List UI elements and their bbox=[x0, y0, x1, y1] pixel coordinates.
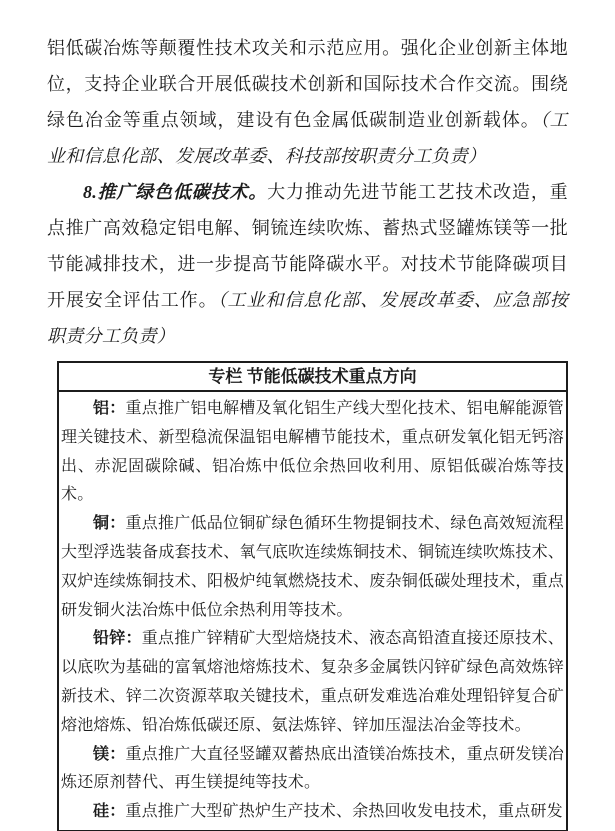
box-item-aluminum bbox=[61, 395, 564, 510]
responsibility-note: （工业和信息化部、发展改革委、应急部按职责分工负责） bbox=[47, 290, 569, 346]
box-item-label: 铝： bbox=[93, 400, 126, 417]
box-item-label: 铅锌： bbox=[93, 630, 142, 648]
box-item-text: 重点推广锌精矿大型焙烧技术、液态高铅渣直接还原技术、以底吹为基础的富氧熔池熔炼技术、复杂多金属铁闪锌矿绿色高效炼锌新技术、锌二次资源萃取关键技术，重点研发难选冶难处理铅锌复合矿熔池熔炼、铅冶炼低碳还原、氨法炼锌、锌加压湿法冶金等技术。 bbox=[61, 630, 564, 734]
box-item-label: 硅： bbox=[93, 803, 126, 821]
paragraph-item-8 bbox=[47, 174, 568, 354]
paragraph-text: 铝低碳冶炼等颠覆性技术攻关和示范应用。强化企业创新主体地位，支持企业联合开展低碳技术创新和国际技术合作交流。围绕绿色冶金等重点领域，建设有色金属低碳制造业创新载体。 bbox=[47, 38, 568, 130]
box-item-silicon bbox=[61, 798, 564, 827]
box-item-text: 重点推广大直径竖罐双蓄热底出渣镁冶炼技术，重点研发镁冶炼还原剂替代、再生镁提纯等技术。 bbox=[61, 745, 565, 792]
responsibility-note: （工业和信息化部、发展改革委、科技部按职责分工负责） bbox=[47, 110, 568, 166]
box-item-copper bbox=[61, 510, 564, 625]
box-item-magnesium bbox=[61, 741, 564, 799]
box-item-text: 重点推广大型矿热炉生产技术、余热回收发电技术，重点研发 bbox=[125, 803, 563, 821]
box-item-lead-zinc bbox=[61, 625, 564, 740]
box-item-text: 重点推广低品位铜矿绿色循环生物提铜技术、绿色高效短流程大型浮选装备成套技术、氧气底吹连续炼铜技术、铜锍连续吹炼技术、双炉连续炼铜技术、阳极炉纯氧燃烧技术、废杂铜低碳处理技术，重点研发铜火法冶炼中低位余热利用等技术。 bbox=[61, 515, 565, 619]
column-box bbox=[57, 361, 568, 831]
box-item-label: 铜： bbox=[93, 515, 126, 533]
paragraph-text: 大力推动先进节能工艺技术改造，重点推广高效稳定铝电解、铜锍连续吹炼、蓄热式竖罐炼镁等一批节能减排技术，进一步提高节能降碳水平。对技术节能降碳项目开展安全评估工作。 bbox=[47, 182, 568, 310]
paragraph-continuation bbox=[47, 30, 568, 174]
item-number-heading: 8.推广绿色低碳技术。 bbox=[83, 182, 268, 202]
column-box-body bbox=[59, 392, 566, 830]
box-item-label: 镁： bbox=[93, 745, 126, 763]
column-box-title: 专栏 节能低碳技术重点方向 bbox=[59, 363, 566, 392]
box-item-text: 重点推广铝电解槽及氧化铝生产线大型化技术、铝电解能源管理关键技术、新型稳流保温铝电解槽节能技术，重点研发氧化铝无钙溶出、赤泥固碳除碱、铝冶炼中低位余热回收利用、原铝低碳冶炼等技术。 bbox=[61, 400, 565, 504]
